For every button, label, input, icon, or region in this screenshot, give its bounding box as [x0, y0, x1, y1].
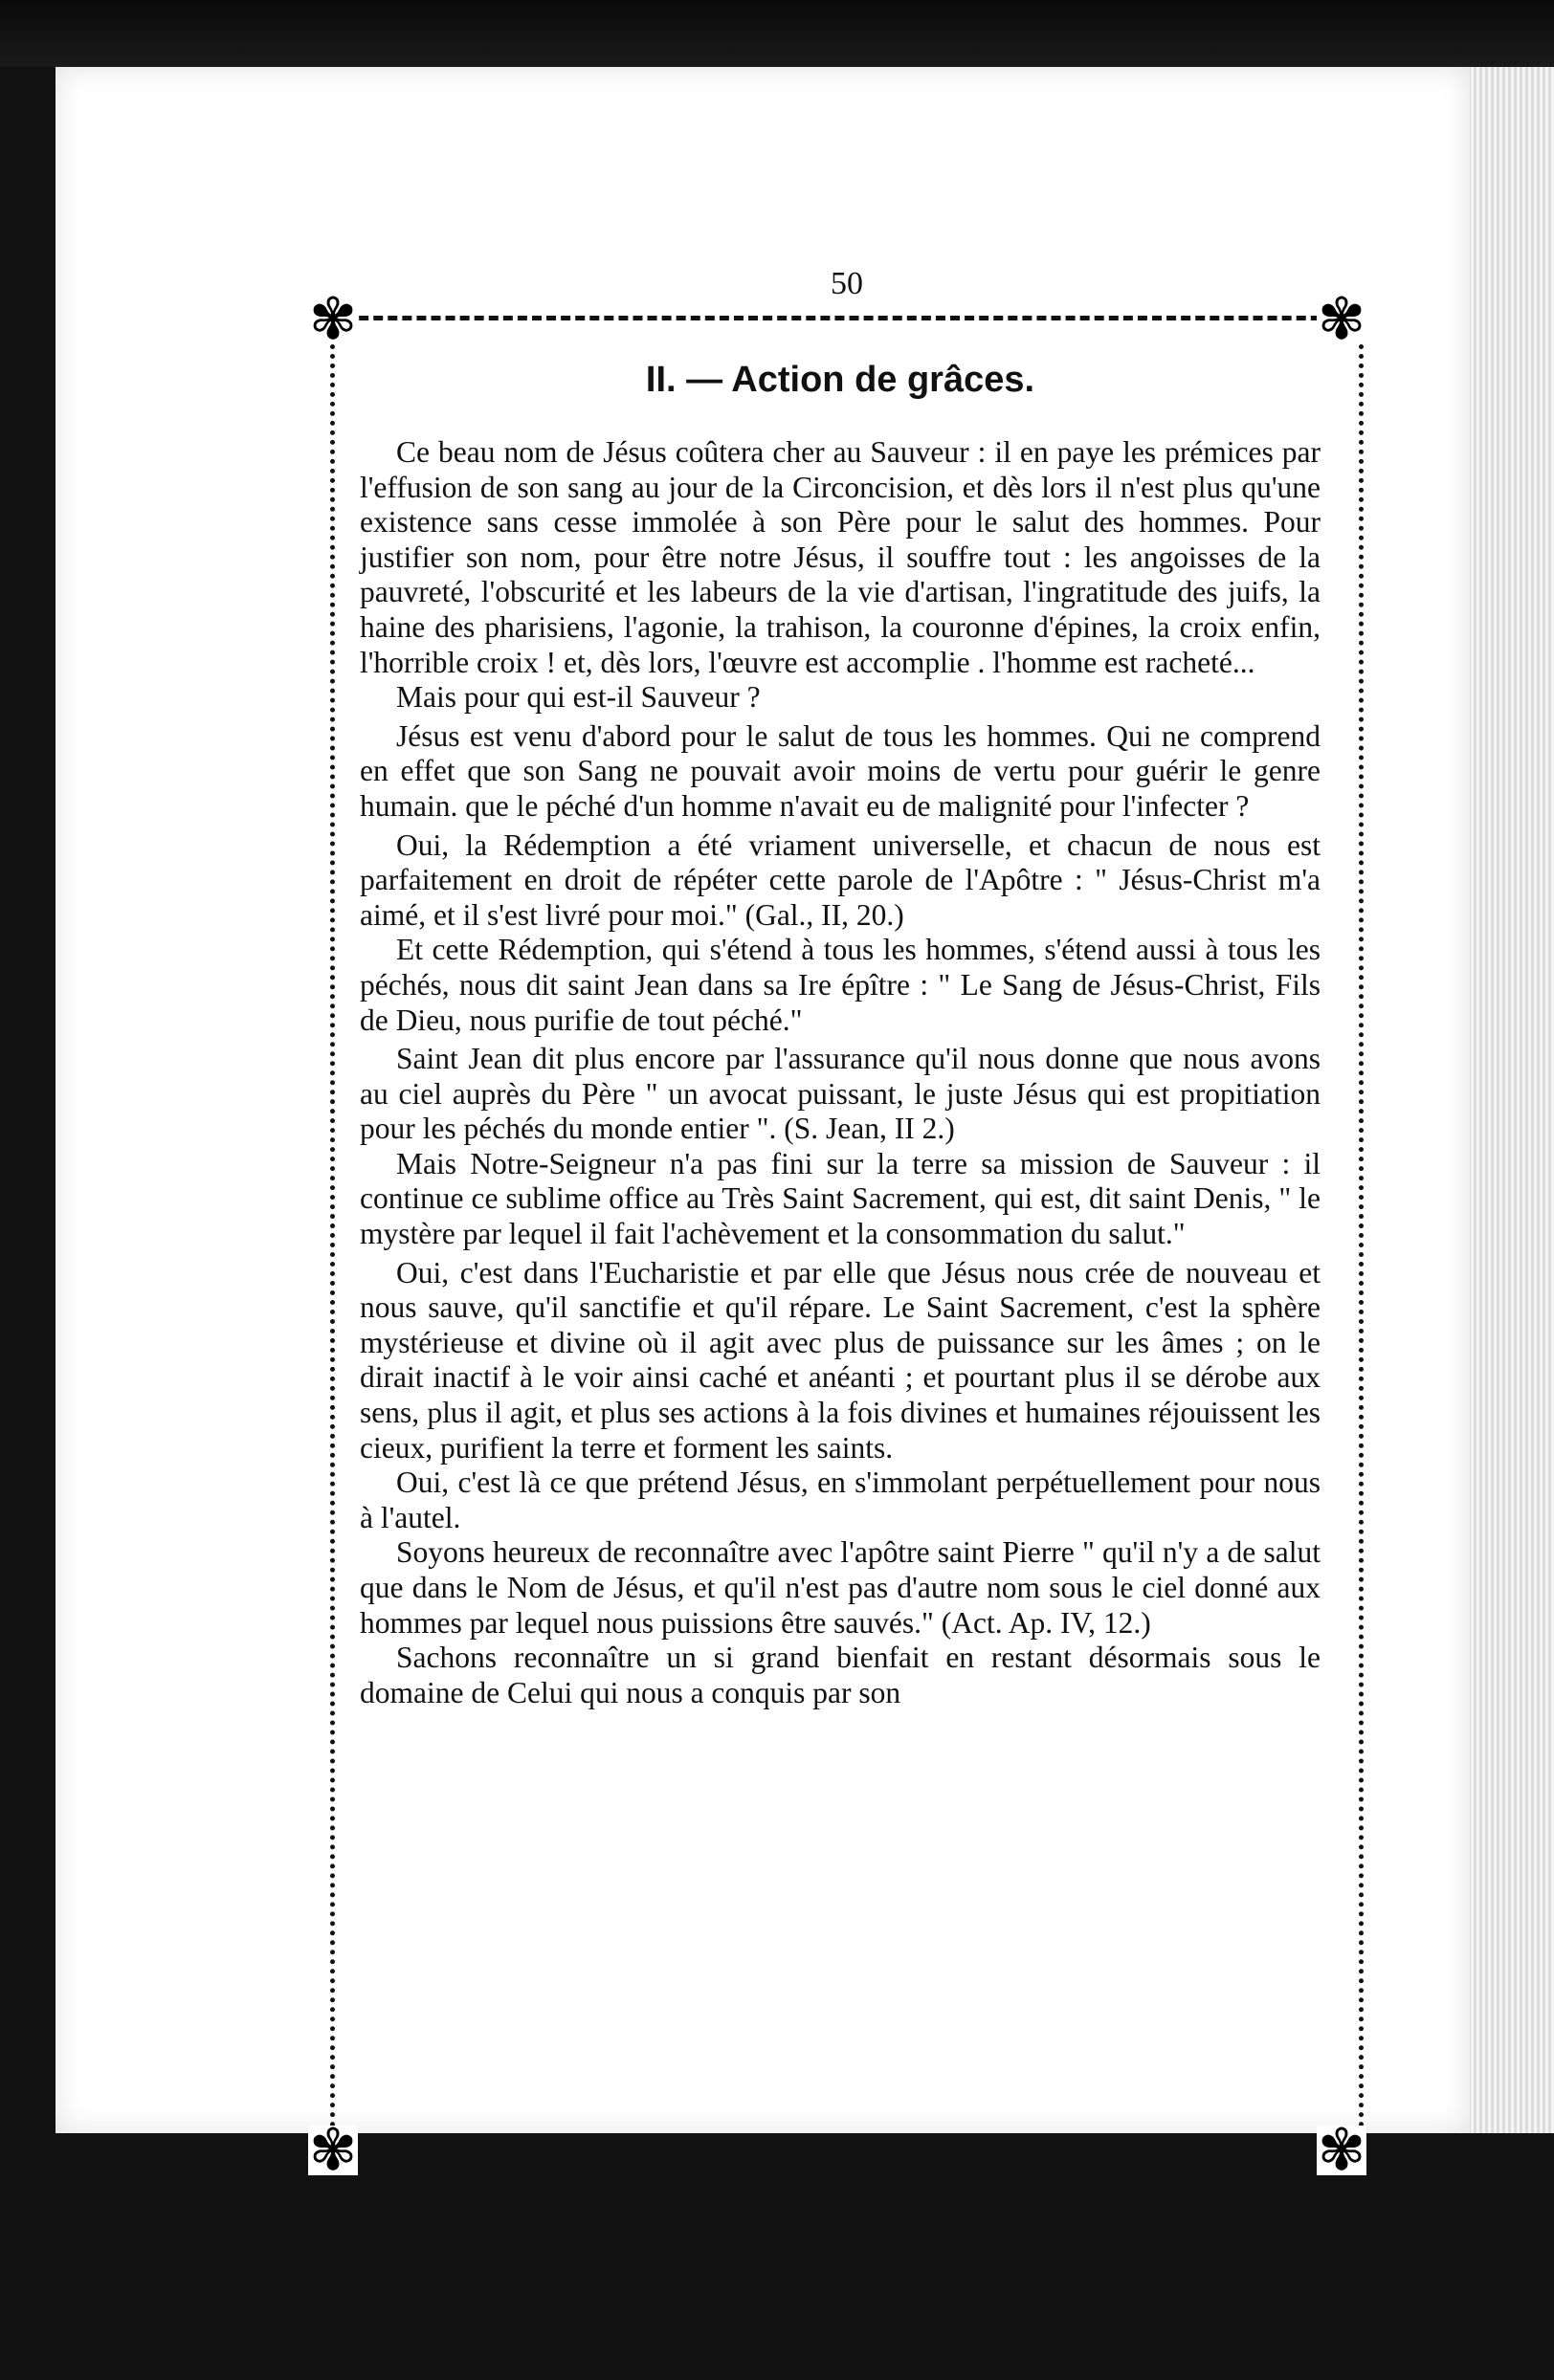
- paragraph: Mais pour qui est-il Sauveur ?: [396, 680, 761, 715]
- paragraph: Ce beau nom de Jésus coûtera cher au Sauveur : il en paye les prémices par l'effusion de son sang au jour de la Circoncision, et dès lors il n'est plus qu'une existence sans cesse immolée à son Père pour le salut des hommes. Pour justifier son nom, pour être notre Jésus, il souffre tout : les angoisses de la pauvreté, l'obscurité et les labeurs de la vie d'artisan, l'ingratitude des juifs, la haine des pharisiens, l'agonie, la trahison, la couronne d'épines, la croix enfin, l'horrible croix ! et, dès lors, l'œuvre est accomplie . l'homme est racheté...: [360, 435, 1321, 679]
- page-content: [360, 359, 1321, 1710]
- paragraph: Oui, c'est dans l'Eucharistie et par elle que Jésus nous crée de nouveau et nous sauve, qu'il sanctifie et qu'il répare. Le Saint Sacrement, c'est la sphère mystérieuse et divine où il agit avec plus de puissance sur les âmes ; on le dirait inactif à le voir ainsi caché et anéanti ; et pourtant plus il se dérobe aux sens, plus il agit, et plus ses actions à la fois divines et humaines réjouissent les cieux, purifient la terre et forment les saints.: [360, 1255, 1321, 1465]
- background-top: [0, 0, 1554, 67]
- paragraph: Soyons heureux de reconnaître avec l'apôtre saint Pierre " qu'il n'y a de salut que dans le Nom de Jésus, et qu'il n'est pas d'autre nom sous le ciel donné aux hommes par lequel nous puissions être sauvés." (Act. Ap. IV, 12.): [360, 1535, 1321, 1640]
- section-heading: II. — Action de grâces.: [645, 360, 1035, 400]
- paragraph: Oui, la Rédemption a été vriament universelle, et chacun de nous est parfaitement en droit de répéter cette parole de l'Apôtre : " Jésus-Christ m'a aimé, et il s'est livré pour moi." (Gal., II, 20.): [360, 827, 1321, 932]
- paragraph: Oui, c'est là ce que prétend Jésus, en s'immolant perpétuellement pour nous à l'autel.: [360, 1465, 1321, 1534]
- asterisk-flower-icon: ✾: [308, 2119, 358, 2182]
- paragraph: Mais Notre-Seigneur n'a pas fini sur la terre sa mission de Sauveur : il continue ce sublime office au Très Saint Sacrement, qui est, dit saint Denis, " le mystère par lequel il fait l'achèvement et la consommation du salut.": [360, 1146, 1321, 1251]
- asterisk-flower-icon: ✾: [308, 288, 358, 351]
- paragraph: Saint Jean dit plus encore par l'assurance qu'il nous donne que nous avons au ciel auprès du Père " un avocat puissant, le juste Jésus qui est propitiation pour les péchés du monde entier ". (S. Jean, II 2.): [360, 1042, 1321, 1146]
- asterisk-flower-icon: ✾: [1317, 2119, 1366, 2182]
- paragraph: Et cette Rédemption, qui s'étend à tous les hommes, s'étend aussi à tous les péchés, nous dit saint Jean dans sa Ire épître : " Le Sang de Jésus-Christ, Fils de Dieu, nous purifie de tout péché.": [360, 933, 1321, 1037]
- paragraph: Sachons reconnaître un si grand bienfait en restant désormais sous le domaine de Celui qui nous a conquis par son: [360, 1641, 1321, 1709]
- page-number: 50: [831, 266, 863, 301]
- book-page-edges: [1468, 67, 1554, 2133]
- paragraph: Jésus est venu d'abord pour le salut de tous les hommes. Qui ne comprend en effet que son Sang ne pouvait avoir moins de vertu pour guérir le genre humain. que le péché d'un homme n'avait eu de malignité pour l'infecter ?: [360, 718, 1321, 823]
- asterisk-flower-icon: ✾: [1317, 288, 1366, 351]
